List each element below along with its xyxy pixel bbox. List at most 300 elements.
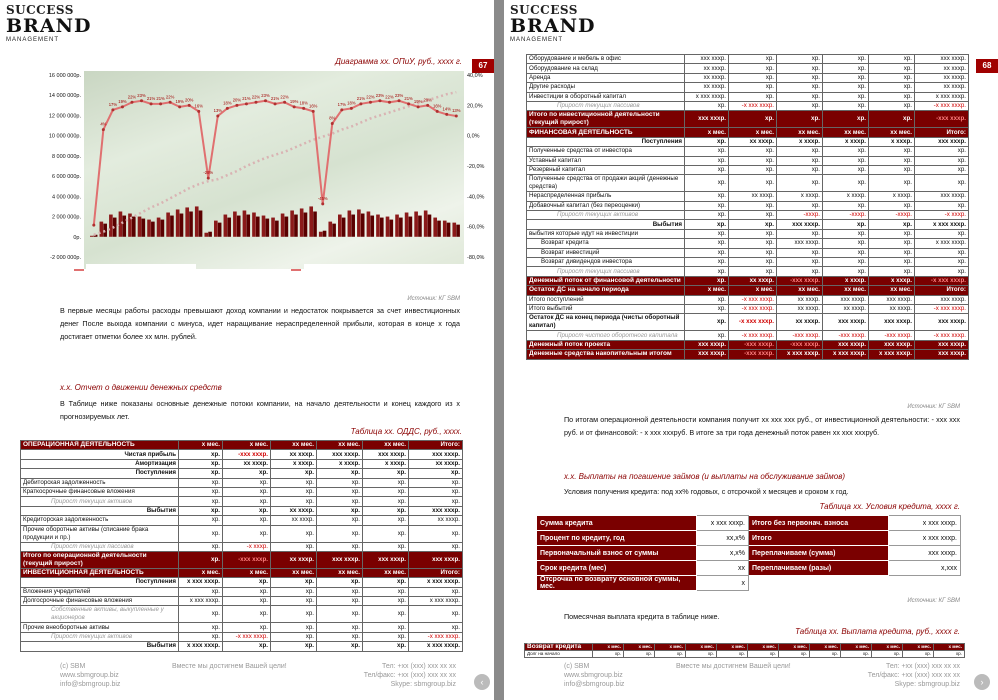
margin-point: [445, 113, 448, 116]
table-row: [527, 128, 969, 137]
bar-expense: [199, 210, 203, 236]
y-left-tick-label: 4 000 000р.: [51, 194, 81, 201]
y-right-tick-label: 20,0%: [467, 103, 483, 110]
bar-expense: [323, 231, 327, 237]
row-value: хх мес.: [777, 286, 823, 295]
row-label: выбытия которые идут на инвестиции: [527, 229, 685, 238]
row-value: х ххх хххр.: [869, 350, 915, 359]
y-right-tick-label: -20,0%: [467, 164, 485, 170]
row-value: хр.: [869, 258, 915, 267]
row-value: хр.: [915, 156, 969, 165]
row-value: хр.: [823, 111, 869, 128]
row-value: х ххх хххр.: [915, 92, 969, 101]
margin-point: [178, 105, 181, 108]
table-row: [527, 220, 969, 229]
row-value: хр.: [363, 587, 409, 596]
bar-revenue: [176, 209, 180, 236]
row-value: х мес.: [934, 644, 965, 651]
row-label: Возврат кредита: [525, 644, 593, 651]
table-row: [21, 587, 463, 596]
row-value: хр.: [717, 651, 748, 658]
row-value: хр.: [729, 55, 777, 64]
row-value: хр.: [915, 248, 969, 257]
row-value: хр.: [729, 92, 777, 101]
bar-revenue: [233, 212, 237, 237]
row-value: хр.: [915, 267, 969, 276]
row-value: хр.: [179, 551, 223, 568]
table-row: [527, 92, 969, 101]
row-value: хр.: [777, 92, 823, 101]
bar-expense: [189, 212, 193, 237]
row-value: хр.: [223, 516, 271, 525]
bar-expense: [304, 213, 308, 237]
row-label: ИНВЕСТИЦИОННАЯ ДЕЯТЕЛЬНОСТЬ: [21, 568, 179, 577]
credit-key: Первоначальный взнос от суммы: [537, 546, 697, 561]
row-value: хр.: [729, 111, 777, 128]
row-value: ххх хххр.: [823, 340, 869, 349]
row-value: -хххр.: [777, 211, 823, 220]
row-value: х хххр.: [363, 459, 409, 468]
row-value: хр.: [729, 239, 777, 248]
row-value: хр.: [777, 248, 823, 257]
margin-data-label: 21%: [146, 95, 156, 101]
bar-revenue: [214, 221, 218, 237]
row-value: ххх хххр.: [777, 220, 823, 229]
margin-data-label: -45%: [317, 195, 328, 201]
paragraph-2: Помесячная выплата кредита в таблице ниже.: [564, 612, 720, 621]
row-value: -х ххх хххр.: [915, 304, 969, 313]
footer-skype: Skype: sbmgroup.biz: [894, 681, 960, 688]
margin-point: [388, 101, 391, 104]
margin-data-label: 18%: [347, 100, 356, 106]
row-value: хр.: [317, 478, 363, 487]
bar-revenue: [395, 215, 399, 237]
row-value: хр.: [409, 478, 463, 487]
bar-revenue: [443, 221, 447, 237]
bar-expense: [161, 220, 165, 237]
row-value: ххх хххр.: [915, 192, 969, 201]
margin-point: [188, 104, 191, 107]
row-value: хх хххр.: [223, 459, 271, 468]
margin-data-label: 22%: [251, 94, 261, 100]
cumulative-line: [94, 92, 456, 235]
row-value: хр.: [179, 450, 223, 459]
bar-expense: [266, 219, 270, 237]
table-row: [527, 111, 969, 128]
footer-email[interactable]: info@sbmgroup.biz: [60, 681, 121, 688]
footer-skype: Skype: sbmgroup.biz: [390, 681, 456, 688]
row-value: хр.: [317, 587, 363, 596]
footer-fax: Тел/факс: +хх (ххх) ххх хх хх: [363, 672, 456, 679]
table-row: [527, 331, 969, 340]
row-value: -ххх хххр.: [729, 340, 777, 349]
row-value: хх хххр.: [777, 304, 823, 313]
credit-value: хх,х%: [697, 531, 749, 546]
credit-key: Отсрочка по возврату основной суммы, мес.: [537, 576, 697, 591]
credit-row: [537, 561, 961, 576]
row-value: хр.: [823, 64, 869, 73]
row-value: хр.: [317, 487, 363, 496]
table-row: [527, 147, 969, 156]
footer-contacts-2: [854, 662, 960, 689]
margin-point: [455, 114, 458, 117]
row-value: хр.: [409, 469, 463, 478]
bar-revenue: [309, 206, 313, 236]
bar-revenue: [328, 222, 332, 237]
row-value: ххх хххр.: [915, 137, 969, 146]
row-label: Итого поступлений: [527, 295, 685, 304]
row-value: ххх хххр.: [915, 295, 969, 304]
pnl-chart: [36, 71, 485, 293]
bar-expense: [313, 212, 317, 237]
footer-phone: Тел: +хх (ххх) ххх хх хх: [885, 663, 960, 670]
row-value: х мес.: [593, 644, 624, 651]
margin-data-label: 19%: [175, 98, 184, 104]
margin-data-label: 17%: [108, 101, 118, 107]
paragraph-1: В первые месяцы работы расходы превышают доход компании и недостаток покрывается за счет инвестиционных денег После выхода компании с минуса, идет наращивание нераспределенной прибыли, которая в конце х года достигает отметки более хх млн. рублей.: [60, 306, 460, 341]
row-value: хр.: [729, 248, 777, 257]
row-value: хх мес.: [317, 568, 363, 577]
row-value: хх хххр.: [271, 506, 317, 515]
table-row: [21, 542, 463, 551]
table-row: [527, 156, 969, 165]
bar-expense: [151, 222, 155, 237]
row-value: хх хххр.: [869, 304, 915, 313]
table-row: [21, 551, 463, 568]
margin-point: [245, 102, 248, 105]
margin-point: [283, 101, 286, 104]
row-label: Остаток ДС на начало периода: [527, 286, 685, 295]
bar-expense: [390, 220, 394, 237]
row-value: хр.: [777, 55, 823, 64]
margin-data-label: 16%: [309, 103, 318, 109]
row-value: хр.: [869, 239, 915, 248]
margin-data-label: 20%: [423, 97, 432, 103]
table-row: [527, 248, 969, 257]
row-value: хр.: [823, 201, 869, 210]
row-value: хр.: [223, 606, 271, 623]
row-value: х хххр.: [777, 192, 823, 201]
table-row: [527, 350, 969, 359]
row-value: Итого:: [409, 441, 463, 450]
footer-contacts-2: [350, 662, 456, 689]
y-left-tick-label: 10 000 000р.: [48, 133, 81, 140]
row-value: хр.: [869, 175, 915, 192]
footer-fax: Тел/факс: +хх (ххх) ххх хх хх: [867, 672, 960, 679]
bar-revenue: [109, 215, 113, 237]
margin-point: [398, 99, 401, 102]
row-value: ххх хххр.: [823, 295, 869, 304]
row-value: х мес.: [872, 644, 903, 651]
row-value: х ххх хххр.: [823, 350, 869, 359]
row-value: х мес.: [841, 644, 872, 651]
document-page-left: [0, 0, 494, 700]
bar-revenue: [119, 212, 123, 237]
row-value: хр.: [869, 156, 915, 165]
row-label: Прирост текущих пассивов: [527, 101, 685, 110]
row-value: х мес.: [685, 128, 729, 137]
row-value: х хххр.: [869, 276, 915, 285]
margin-data-label: 23%: [394, 92, 404, 98]
legend-box-right: [304, 264, 464, 294]
bar-revenue: [433, 218, 437, 237]
row-value: хр.: [685, 295, 729, 304]
footer-phone: Тел: +хх (ххх) ххх хх хх: [381, 663, 456, 670]
table-row: [21, 632, 463, 641]
table-row: [21, 606, 463, 623]
table-row: [21, 469, 463, 478]
row-value: х мес.: [223, 568, 271, 577]
row-value: хр.: [685, 314, 729, 331]
row-value: хр.: [223, 642, 271, 651]
row-value: х хххр.: [271, 459, 317, 468]
bar-revenue: [386, 217, 390, 237]
footer-email[interactable]: info@sbmgroup.biz: [564, 681, 625, 688]
bar-revenue: [376, 215, 380, 237]
row-value: Итого:: [409, 568, 463, 577]
chevron-right-icon[interactable]: ›: [974, 674, 990, 690]
row-label: Уставный капитал: [527, 156, 685, 165]
row-value: -х ххх хххр.: [915, 101, 969, 110]
row-label: Прирост текущих пассивов: [527, 267, 685, 276]
margin-point: [226, 107, 229, 110]
row-label: Инвестиции в оборотный капитал: [527, 92, 685, 101]
margin-point: [274, 102, 277, 105]
row-value: х мес.: [903, 644, 934, 651]
table-row: [527, 64, 969, 73]
row-value: хх мес.: [823, 286, 869, 295]
row-value: -ххх хххр.: [777, 276, 823, 285]
row-label: Другие расходы: [527, 83, 685, 92]
table-row: [527, 101, 969, 110]
margin-point: [159, 102, 162, 105]
brand-line1: SUCCESS: [510, 3, 578, 17]
margin-data-label: 23%: [375, 92, 385, 98]
row-value: хр.: [823, 101, 869, 110]
table-row: [21, 597, 463, 606]
credit-row: [537, 516, 961, 531]
row-value: -ххх хххр.: [777, 340, 823, 349]
margin-data-label: 17%: [337, 101, 347, 107]
row-value: ххх хххр.: [317, 551, 363, 568]
table-row: [21, 478, 463, 487]
row-label: Возврат инвестиций: [527, 248, 685, 257]
row-value: хх мес.: [363, 441, 409, 450]
row-label: Денежный поток от финансовой деятельности: [527, 276, 685, 285]
row-value: хр.: [271, 497, 317, 506]
row-value: хр.: [179, 459, 223, 468]
row-label: Прирост текущих активов: [21, 497, 179, 506]
margin-point: [350, 107, 353, 110]
row-value: хр.: [869, 92, 915, 101]
chevron-left-icon[interactable]: ‹: [474, 674, 490, 690]
bar-expense: [256, 217, 260, 237]
row-value: хр.: [823, 73, 869, 82]
row-value: х хххр.: [869, 137, 915, 146]
row-value: хр.: [869, 165, 915, 174]
bar-expense: [428, 215, 432, 237]
table-row: [527, 276, 969, 285]
credit-value: х,ххх: [889, 561, 961, 576]
y-left-tick-label: 8 000 000р.: [51, 153, 81, 160]
row-value: хр.: [777, 147, 823, 156]
bar-expense: [246, 215, 250, 237]
row-value: хр.: [685, 101, 729, 110]
margin-point: [216, 114, 219, 117]
footer-slogan: Вместе мы достигнем Вашей цели!: [676, 663, 791, 670]
bar-expense: [361, 214, 365, 237]
row-label: Выбытия: [527, 220, 685, 229]
row-value: хр.: [777, 156, 823, 165]
bar-expense: [437, 221, 441, 237]
row-value: ххх хххр.: [363, 551, 409, 568]
margin-data-label: 18%: [299, 100, 308, 106]
row-value: ххх хххр.: [409, 506, 463, 515]
table-row: [21, 578, 463, 587]
margin-point: [197, 110, 200, 113]
table-row: [527, 165, 969, 174]
row-value: хр.: [729, 175, 777, 192]
table-row: [527, 295, 969, 304]
row-value: -х ххх хххр.: [729, 331, 777, 340]
row-value: Итого:: [915, 128, 969, 137]
row-value: хх хххр.: [729, 137, 777, 146]
row-value: хр.: [729, 220, 777, 229]
footer-website[interactable]: www.sbmgroup.biz: [60, 672, 119, 679]
row-value: хр.: [223, 469, 271, 478]
row-value: хр.: [179, 632, 223, 641]
bar-revenue: [262, 216, 266, 237]
row-value: хх хххр.: [409, 516, 463, 525]
row-value: хр.: [823, 55, 869, 64]
row-value: ххх хххр.: [685, 340, 729, 349]
row-value: х мес.: [179, 441, 223, 450]
credit-key: Переплачиваем (разы): [749, 561, 889, 576]
credit-key: [749, 576, 889, 591]
footer-website[interactable]: www.sbmgroup.biz: [564, 672, 623, 679]
row-value: хр.: [777, 175, 823, 192]
row-value: хх хххр.: [777, 295, 823, 304]
bar-expense: [351, 215, 355, 237]
row-value: х мес.: [685, 286, 729, 295]
bar-revenue: [338, 215, 342, 237]
margin-point: [312, 110, 315, 113]
row-value: хр.: [685, 156, 729, 165]
row-value: хр.: [685, 258, 729, 267]
row-value: х мес.: [655, 644, 686, 651]
margin-data-label: 16%: [433, 103, 442, 109]
row-value: хр.: [869, 73, 915, 82]
row-value: хр.: [271, 578, 317, 587]
row-value: хр.: [317, 525, 363, 542]
row-value: хр.: [729, 64, 777, 73]
row-label: Чистая прибыль: [21, 450, 179, 459]
bar-expense: [122, 216, 126, 237]
row-value: хр.: [624, 651, 655, 658]
row-label: Итого по операционной деятельности (текущий прирост): [21, 551, 179, 568]
row-value: х хххр.: [869, 192, 915, 201]
credit-caption: Таблица хх. Условия кредита, хххх г.: [819, 502, 960, 511]
row-label: Прирост текущих активов: [527, 211, 685, 220]
credit-value: х ххх хххр.: [889, 531, 961, 546]
bar-expense: [399, 218, 403, 237]
row-value: х хххр.: [823, 137, 869, 146]
row-value: хр.: [685, 165, 729, 174]
bar-expense: [275, 221, 279, 237]
table-row: [527, 258, 969, 267]
row-value: хр.: [729, 201, 777, 210]
credit-value: хх: [697, 561, 749, 576]
paragraph-2: В Таблице ниже показаны основные денежные потоки компании, на начало деятельности и конец каждого из х прогнозируемых лет.: [60, 399, 460, 421]
row-value: хр.: [729, 73, 777, 82]
row-value: хр.: [777, 101, 823, 110]
row-value: хр.: [317, 516, 363, 525]
row-label: Полученные средства от продажи акций (денежные средства): [527, 175, 685, 192]
bar-revenue: [204, 233, 208, 237]
row-value: хр.: [823, 258, 869, 267]
row-value: х мес.: [729, 286, 777, 295]
row-value: хр.: [685, 304, 729, 313]
credit-value: [889, 576, 961, 591]
credit-source: Источник: КГ SBM: [907, 598, 960, 604]
row-value: хр.: [777, 111, 823, 128]
row-value: ххх хххр.: [685, 111, 729, 128]
row-value: -ххх хххр.: [777, 331, 823, 340]
row-label: Резервный капитал: [527, 165, 685, 174]
credit-key: Итого: [749, 531, 889, 546]
row-value: хр.: [915, 165, 969, 174]
bar-revenue: [185, 207, 189, 236]
margin-data-label: 19%: [289, 98, 299, 104]
row-value: хх хххр.: [729, 276, 777, 285]
y-right-tick-label: -80,0%: [467, 255, 485, 261]
row-value: хр.: [271, 632, 317, 641]
row-value: х ххх хххр.: [777, 350, 823, 359]
row-value: ххх хххр.: [317, 450, 363, 459]
margin-point: [321, 202, 324, 205]
credit-value: х ххх хххр.: [889, 516, 961, 531]
row-value: хр.: [729, 258, 777, 267]
footer-slogan: Вместе мы достигнем Вашей цели!: [172, 663, 287, 670]
row-value: хр.: [869, 111, 915, 128]
row-value: хр.: [317, 642, 363, 651]
brand-line2: BRAND: [6, 15, 92, 37]
row-label: Поступления: [527, 137, 685, 146]
row-value: -х ххх хххр.: [729, 314, 777, 331]
y-left-tick-label: 2 000 000р.: [51, 214, 81, 221]
row-value: хх хххр.: [271, 516, 317, 525]
bar-revenue: [195, 206, 199, 236]
margin-point: [417, 105, 420, 108]
row-value: хр.: [317, 578, 363, 587]
margin-point: [426, 104, 429, 107]
row-value: хр.: [223, 525, 271, 542]
row-value: хх мес.: [869, 128, 915, 137]
row-value: хр.: [685, 211, 729, 220]
row-value: хр.: [729, 147, 777, 156]
brand-line3: MANAGEMENT: [6, 37, 60, 43]
margin-point: [331, 122, 334, 125]
margin-point: [130, 101, 133, 104]
row-value: хх хххр.: [685, 64, 729, 73]
margin-data-label: 20%: [232, 97, 242, 103]
bar-revenue: [452, 223, 456, 237]
row-value: х мес.: [686, 644, 717, 651]
table-row: [21, 459, 463, 468]
bar-expense: [208, 232, 212, 237]
row-value: хр.: [915, 147, 969, 156]
margin-point: [359, 102, 362, 105]
